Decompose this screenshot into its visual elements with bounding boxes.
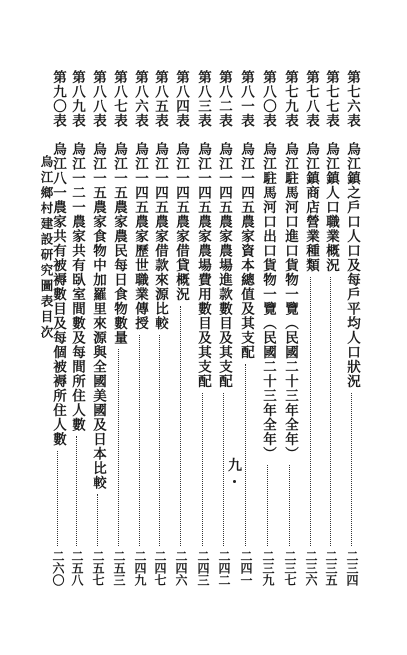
folio-dot bbox=[233, 480, 236, 483]
dot-leader bbox=[289, 465, 290, 546]
entry-title: 烏江駐馬河口進口貨物一覽（民國二十三年全年） bbox=[282, 142, 298, 461]
entry-page-number: 二五三 bbox=[112, 550, 126, 586]
book-title-column bbox=[36, 155, 56, 655]
entry-title: 烏江一四五農家歷世職業傳授 bbox=[132, 142, 148, 331]
dot-leader bbox=[57, 451, 58, 546]
entry-page-number: 二六〇 bbox=[51, 550, 65, 586]
entry-label: 第九〇表 bbox=[50, 70, 66, 128]
entry-title: 烏江一五農家農民每日食物數量 bbox=[111, 142, 127, 345]
entry-title: 烏江一四五農家農場進款數目及其支配 bbox=[216, 142, 232, 389]
entry-label: 第八七表 bbox=[111, 70, 127, 128]
toc-entry bbox=[214, 70, 234, 586]
toc-entry bbox=[236, 70, 256, 586]
entry-title: 烏江一二一農家共有臥室間數及每間所住人數 bbox=[69, 142, 85, 432]
toc-entry bbox=[67, 70, 87, 586]
dot-leader bbox=[159, 335, 160, 546]
entry-page-number: 二四九 bbox=[133, 550, 147, 586]
dot-leader bbox=[245, 364, 246, 546]
entry-page-number: 二三九 bbox=[261, 550, 275, 586]
entry-page-number: 二三七 bbox=[283, 550, 297, 586]
dot-leader bbox=[180, 306, 181, 546]
entry-label: 第八四表 bbox=[173, 70, 189, 128]
toc-entry bbox=[342, 70, 362, 586]
entry-label: 第七九表 bbox=[282, 70, 298, 128]
toc-entry bbox=[321, 70, 341, 586]
entry-page-number: 二四一 bbox=[239, 550, 253, 586]
toc-entry bbox=[280, 70, 300, 586]
entry-title: 烏江一四五農家資本總值及其支配 bbox=[238, 142, 254, 360]
entry-title: 烏江八一農家共有被褥數目及每個被褥所住人數 bbox=[50, 142, 66, 447]
dot-leader bbox=[97, 494, 98, 546]
entry-title: 烏江鎮商店營業種類 bbox=[303, 142, 319, 273]
toc-entry bbox=[193, 70, 213, 586]
dot-leader bbox=[267, 465, 268, 546]
entry-title: 烏江鎮人口職業概況 bbox=[323, 142, 339, 273]
dot-leader bbox=[118, 349, 119, 546]
entry-label: 第七七表 bbox=[323, 70, 339, 128]
entry-label: 第七八表 bbox=[303, 70, 319, 128]
entry-label: 第八三表 bbox=[195, 70, 211, 128]
entry-page-number: 二四七 bbox=[153, 550, 167, 586]
entry-page-number: 二三五 bbox=[324, 550, 338, 586]
entry-title: 烏江駐馬河口出口貨物一覽（民國二十三年全年） bbox=[260, 142, 276, 461]
entry-label: 第八九表 bbox=[69, 70, 85, 128]
entry-page-number: 二四三 bbox=[196, 550, 210, 586]
entry-title: 烏江鎮之戶口人口及每戶平均人口狀況 bbox=[344, 142, 360, 389]
entry-label: 第八〇表 bbox=[260, 70, 276, 128]
toc-entry bbox=[88, 70, 108, 586]
dot-leader bbox=[139, 335, 140, 546]
entry-page-number: 二四六 bbox=[174, 550, 188, 586]
dot-leader bbox=[330, 277, 331, 546]
entry-label: 第八一表 bbox=[238, 70, 254, 128]
entry-label: 第八六表 bbox=[132, 70, 148, 128]
folio-number: 九 bbox=[228, 458, 242, 474]
entry-title: 烏江一四五農家農場費用數目及其支配 bbox=[195, 142, 211, 389]
entry-page-number: 二四二 bbox=[217, 550, 231, 586]
dot-leader bbox=[351, 393, 352, 546]
dot-leader bbox=[310, 277, 311, 546]
entry-page-number: 二五八 bbox=[70, 550, 84, 586]
entry-label: 第八二表 bbox=[216, 70, 232, 128]
entry-title: 烏江一五農家食物中加羅里來源與全國美國及日本比較 bbox=[90, 142, 106, 490]
book-title: 烏江鄉村建設研究圖表目次 bbox=[39, 155, 54, 341]
dot-leader bbox=[223, 393, 224, 546]
dot-leader bbox=[202, 393, 203, 546]
toc-entry bbox=[109, 70, 129, 586]
entry-label: 第八五表 bbox=[152, 70, 168, 128]
toc-entry bbox=[150, 70, 170, 586]
toc-entry bbox=[130, 70, 150, 586]
entry-label: 第七六表 bbox=[344, 70, 360, 128]
dot-leader bbox=[76, 436, 77, 546]
entry-page-number: 二三六 bbox=[304, 550, 318, 586]
entry-page-number: 二五七 bbox=[91, 550, 105, 586]
toc-entry bbox=[301, 70, 321, 586]
entry-label: 第八八表 bbox=[90, 70, 106, 128]
entry-title: 烏江一四五農家借貸概況 bbox=[173, 142, 189, 302]
toc-entry bbox=[171, 70, 191, 586]
toc-entry bbox=[258, 70, 278, 586]
entry-page-number: 二三四 bbox=[345, 550, 359, 586]
entry-title: 烏江一四五農家借款來源比較 bbox=[152, 142, 168, 331]
